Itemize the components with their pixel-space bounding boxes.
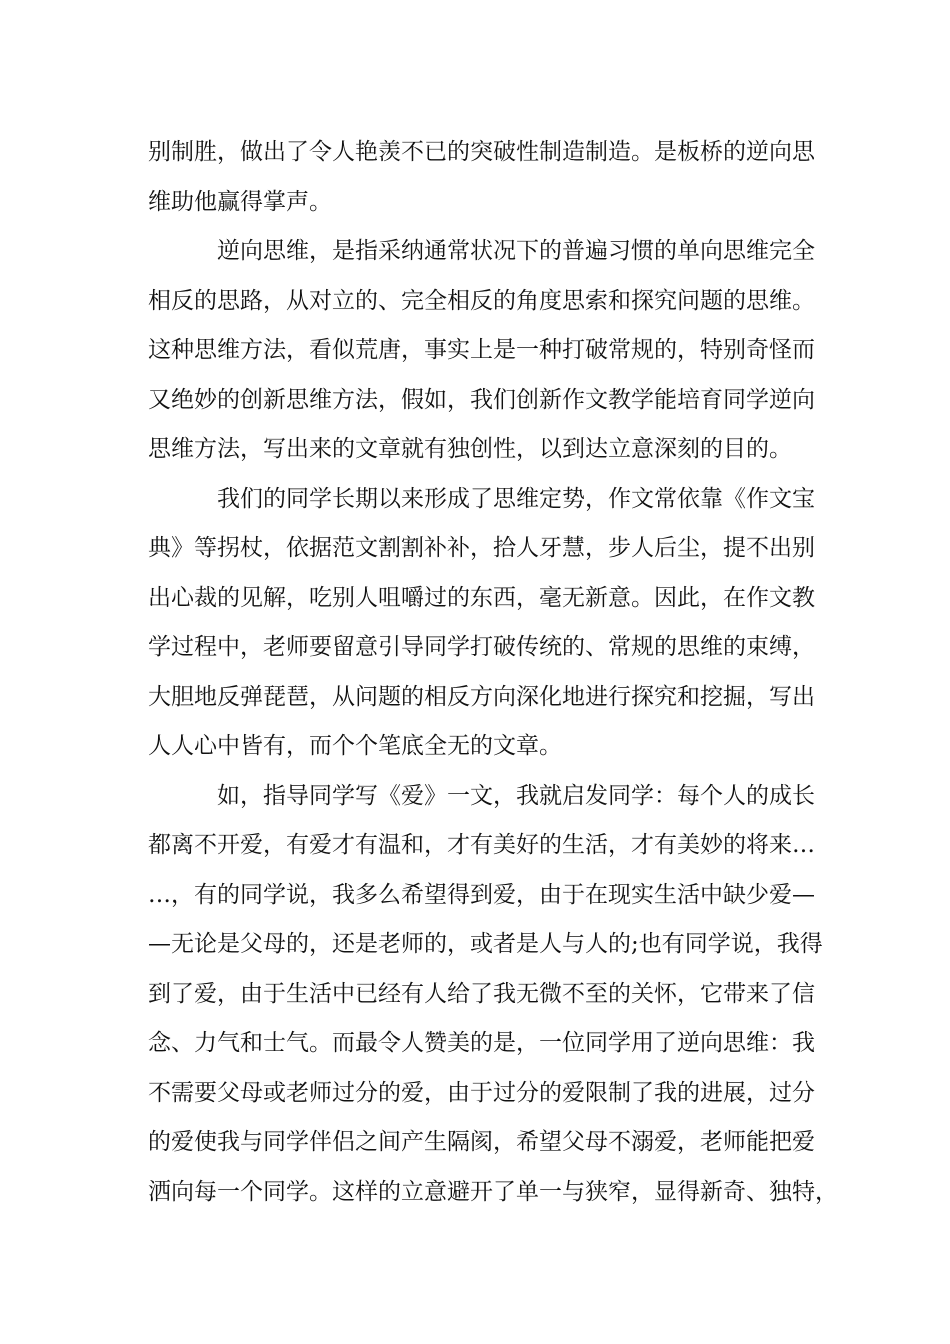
text-line: 大胆地反弹琵琶，从问题的相反方向深化地进行探究和挖掘，写出 [148, 683, 815, 710]
text-line: 相反的思路，从对立的、完全相反的角度思索和探究问题的思维。 [148, 287, 815, 314]
text-line: 出心裁的见解，吃别人咀嚼过的东西，毫无新意。因此，在作文教 [148, 584, 815, 611]
text-line: 人人心中皆有，而个个笔底全无的文章。 [148, 733, 562, 759]
paragraph-first-line: 逆向思维，是指采纳通常状况下的普遍习惯的单向思维完全 [217, 238, 815, 264]
text-line: 思维方法，写出来的文章就有独创性，以到达立意深刻的目的。 [148, 436, 792, 462]
text-line: 学过程中，老师要留意引导同学打破传统的、常规的思维的束缚， [148, 634, 815, 660]
text-line: …，有的同学说，我多么希望得到爱，由于在现实生活中缺少爱— [148, 881, 815, 908]
text-line: 洒向每一个同学。这样的立意避开了单一与狭窄，显得新奇、独特， [148, 1178, 838, 1205]
text-line: 又绝妙的创新思维方法，假如，我们创新作文教学能培育同学逆向 [148, 386, 815, 413]
text-line: 到了爱，由于生活中已经有人给了我无微不至的关怀，它带来了信 [148, 980, 815, 1007]
text-line: 维助他赢得掌声。 [148, 188, 332, 215]
text-line: —无论是父母的，还是老师的，或者是人与人的;也有同学说，我得 [148, 931, 823, 957]
paragraph-first-line: 如，指导同学写《爱》一文，我就启发同学：每个人的成长 [217, 782, 815, 809]
text-line: 都离不开爱，有爱才有温和，才有美好的生活，才有美妙的将来… [148, 832, 815, 858]
text-line: 念、力气和士气。而最令人赞美的是，一位同学用了逆向思维：我 [148, 1030, 815, 1056]
text-line: 别制胜，做出了令人艳羡不已的突破性制造制造。是板桥的逆向思 [148, 139, 815, 165]
text-line: 典》等拐杖，依据范文割割补补，拾人牙慧，步人后尘，提不出别 [148, 535, 815, 561]
body-text [148, 128, 838, 1217]
text-line: 不需要父母或老师过分的爱，由于过分的爱限制了我的进展，过分 [148, 1079, 815, 1106]
text-line: 这种思维方法，看似荒唐，事实上是一种打破常规的，特别奇怪而 [148, 337, 815, 363]
text-line: 的爱使我与同学伴侣之间产生隔阂，希望父母不溺爱，老师能把爱 [148, 1129, 815, 1155]
paragraph-first-line: 我们的同学长期以来形成了思维定势，作文常依靠《作文宝 [217, 485, 815, 512]
